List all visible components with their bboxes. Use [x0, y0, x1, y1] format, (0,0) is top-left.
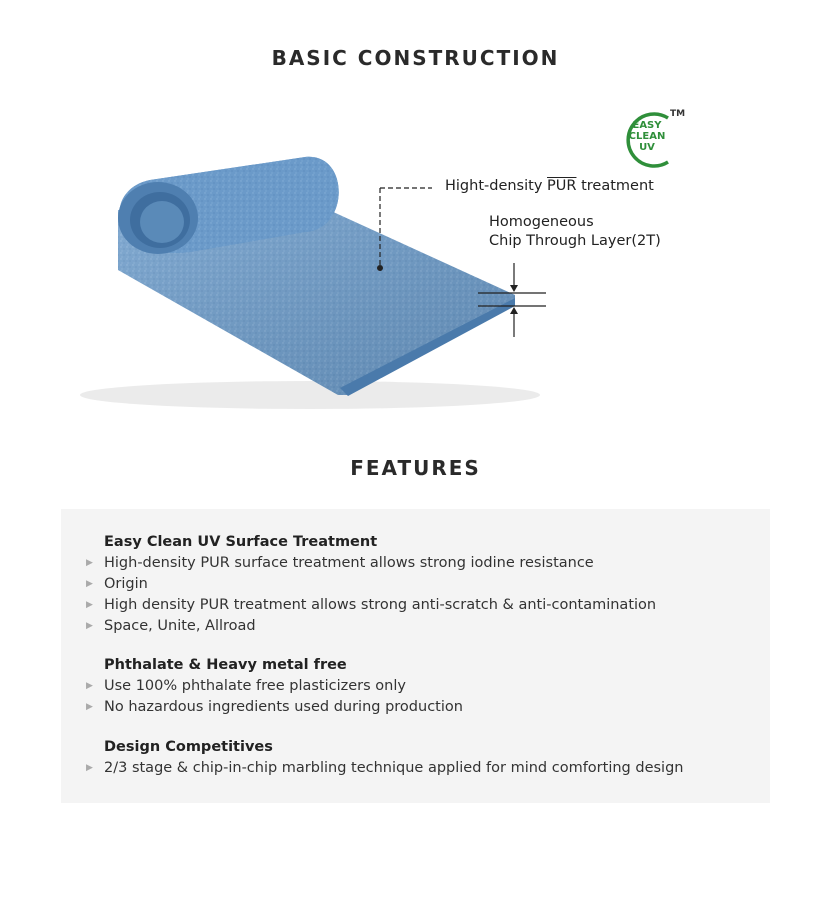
bullet-arrow-icon: ▶: [86, 579, 93, 589]
features-title: FEATURES: [350, 456, 481, 480]
basic-construction-title: BASIC CONSTRUCTION: [271, 46, 560, 70]
feature-group-design: [86, 737, 684, 779]
feature-group-title: Phthalate & Heavy metal free: [104, 657, 347, 673]
features-panel: [61, 509, 770, 803]
bullet-arrow-icon: ▶: [86, 600, 93, 610]
feature-item: ▶ Origin: [104, 574, 656, 595]
bullet-arrow-icon: ▶: [86, 621, 93, 631]
feature-group-title: Easy Clean UV Surface Treatment: [104, 534, 378, 550]
feature-item: ▶ High-density PUR surface treatment allows strong iodine resistance: [104, 553, 656, 574]
trademark-mark: TM: [670, 109, 686, 119]
feature-item: ▶ Use 100% phthalate free plasticizers only: [104, 676, 463, 697]
bullet-arrow-icon: ▶: [86, 681, 93, 691]
bullet-arrow-icon: ▶: [86, 702, 93, 712]
feature-item: ▶ No hazardous ingredients used during production: [104, 697, 463, 718]
bullet-arrow-icon: ▶: [86, 763, 93, 773]
pur-treatment-label: Hight-density $\overline{PUR}$ treatment: [445, 178, 654, 194]
feature-item: ▶ Space, Unite, Allroad: [104, 616, 656, 637]
feature-group-phthalate-free: [86, 655, 463, 718]
rolled-sheet-illustration: [0, 90, 831, 430]
homogeneous-label: Homogeneous: [489, 214, 594, 230]
feature-item: ▶ High density PUR treatment allows strong anti-scratch & anti-contamination: [104, 595, 656, 616]
chip-through-layer-label: Chip Through Layer(2T): [489, 233, 661, 249]
easy-clean-uv-logo: EASY CLEAN UV: [628, 120, 666, 153]
feature-group-easy-clean: [86, 532, 657, 637]
feature-group-title: Design Competitives: [104, 739, 273, 755]
feature-item: ▶ 2/3 stage & chip-in-chip marbling technique applied for mind comforting design: [104, 758, 683, 779]
bullet-arrow-icon: ▶: [86, 558, 93, 568]
